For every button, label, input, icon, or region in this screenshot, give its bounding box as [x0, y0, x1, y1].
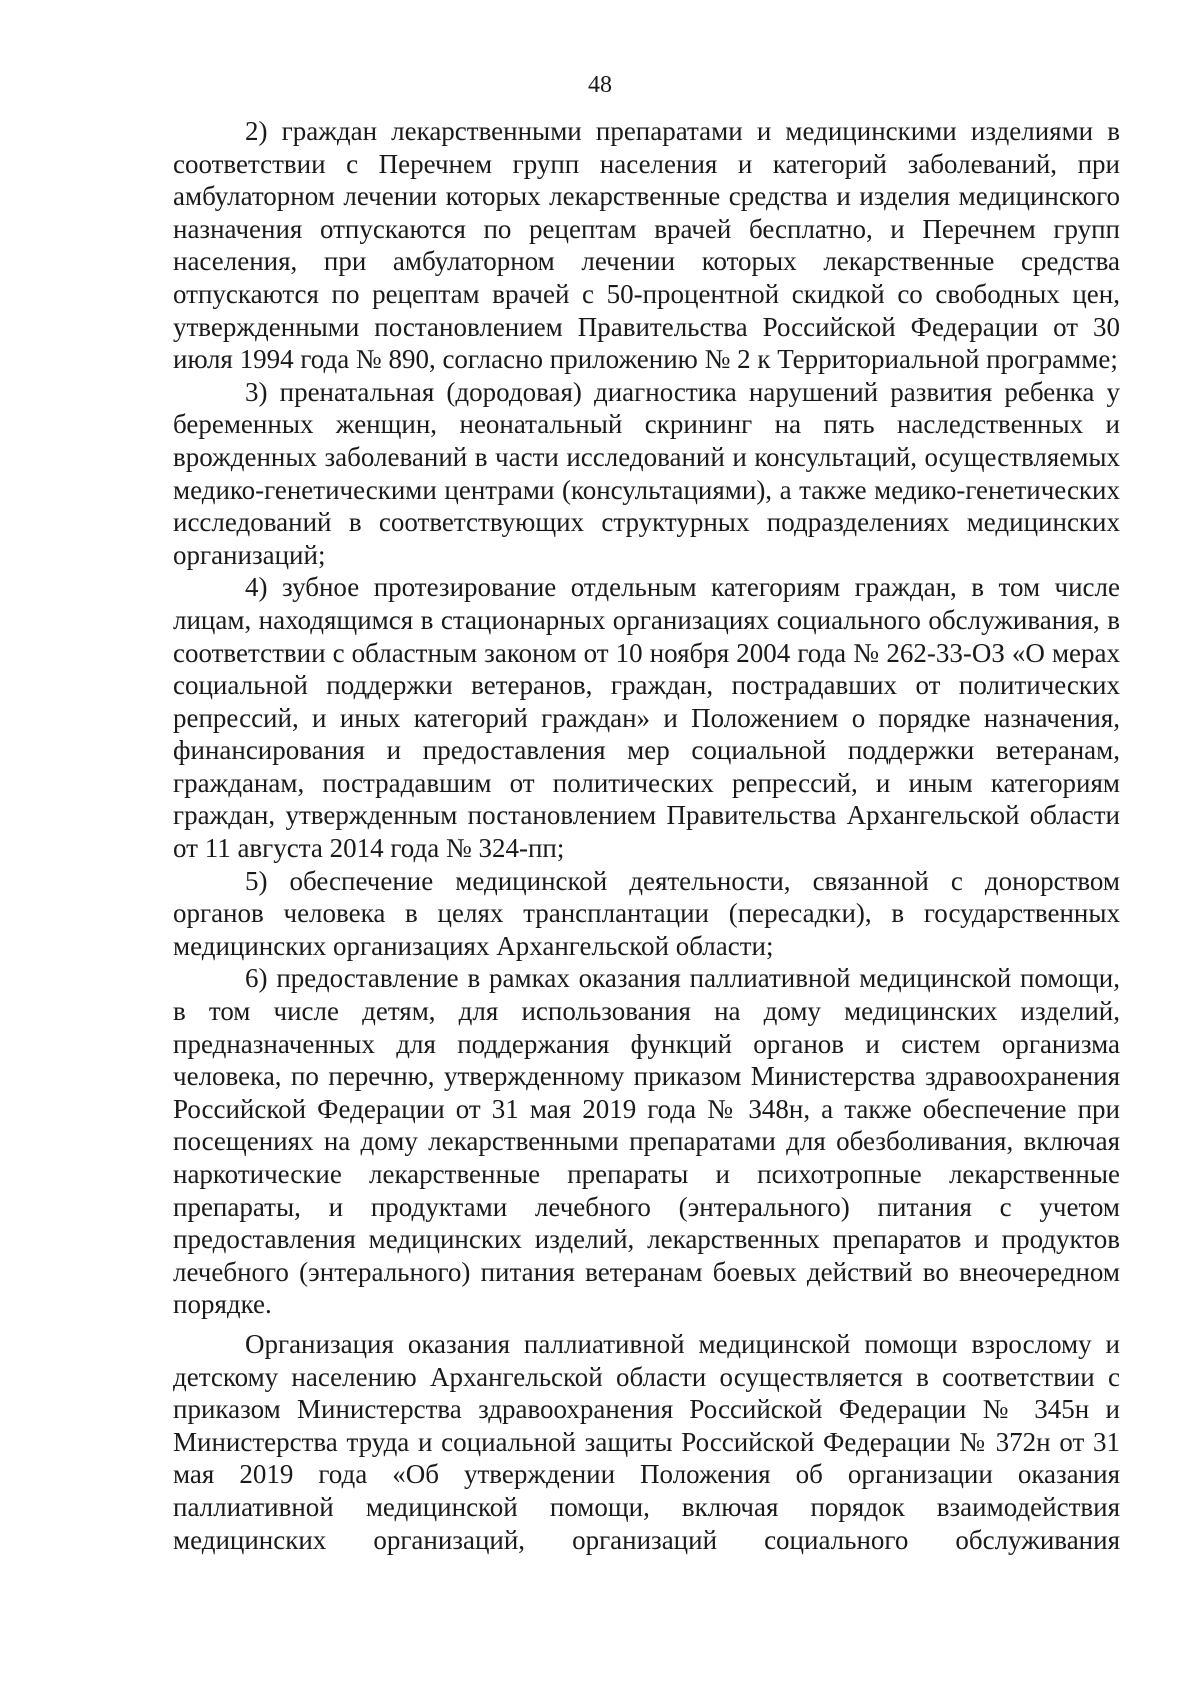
- paragraph-palliative-care: Организация оказания паллиативной медицинской помощи взрослому и детскому населению Архангельской области осуществляется в соответствии с приказом Министерства здравоохранения Российской Федерации № 345н и Министерства труда и социальной защиты Российской Федерации № 372н от 31 мая 2019 года «Об утверждении Положения об организации оказания паллиативной медицинской помощи, включая порядок взаимодействия медицинских организаций, организаций социального обслуживания: [173, 1328, 1120, 1555]
- paragraph-item-2: 2) граждан лекарственными препаратами и медицинскими изделиями в соответствии с Перечнем групп населения и категорий заболеваний, при амбулаторном лечении которых лекарственные средства и изделия медицинского назначения отпускаются по рецептам врачей бесплатно, и Перечнем групп населения, при амбулаторном лечении которых лекарственные средства отпускаются по рецептам врачей с 50-процентной скидкой со свободных цен, утвержденными постановлением Правительства Российской Федерации от 30 июля 1994 года № 890, согласно приложению № 2 к Территориальной программе;: [173, 116, 1120, 375]
- paragraph-item-3: 3) пренатальная (дородовая) диагностика нарушений развития ребенка у беременных женщин, неонатальный скрининг на пять наследственных и врожденных заболеваний в части исследований и консультаций, осуществляемых медико-генетическими центрами (консультациями), а также медико-генетических исследований в соответствующих структурных подразделениях медицинских организаций;: [173, 376, 1120, 570]
- document-body: [173, 115, 1120, 1556]
- paragraph-item-4: 4) зубное протезирование отдельным категориям граждан, в том числе лицам, находящимся в стационарных организациях социального обслуживания, в соответствии с областным законом от 10 ноября 2004 года № 262-33-ОЗ «О мерах социальной поддержки ветеранов, граждан, пострадавших от политических репрессий, и иных категорий граждан» и Положением о порядке назначения, финансирования и предоставления мер социальной поддержки ветеранам, гражданам, пострадавшим от политических репрессий, и иным категориям граждан, утвержденным постановлением Правительства Архангельской области от 11 августа 2014 года № 324-пп;: [173, 572, 1120, 864]
- page-number: 48: [588, 72, 612, 98]
- paragraph-item-5: 5) обеспечение медицинской деятельности, связанной с донорством органов человека в целях трансплантации (пересадки), в государственных медицинских организациях Архангельской области;: [173, 865, 1120, 961]
- paragraph-item-6: 6) предоставление в рамках оказания паллиативной медицинской помощи, в том числе детям, для использования на дому медицинских изделий, предназначенных для поддержания функций органов и систем организма человека, по перечню, утвержденному приказом Министерства здравоохранения Российской Федерации от 31 мая 2019 года № 348н, а также обеспечение при посещениях на дому лекарственными препаратами для обезболивания, включая наркотические лекарственные препараты и психотропные лекарственные препараты, и продуктами лечебного (энтерального) питания с учетом предоставления медицинских изделий, лекарственных препаратов и продуктов лечебного (энтерального) питания ветеранам боевых действий во внеочередном порядке.: [173, 963, 1120, 1320]
